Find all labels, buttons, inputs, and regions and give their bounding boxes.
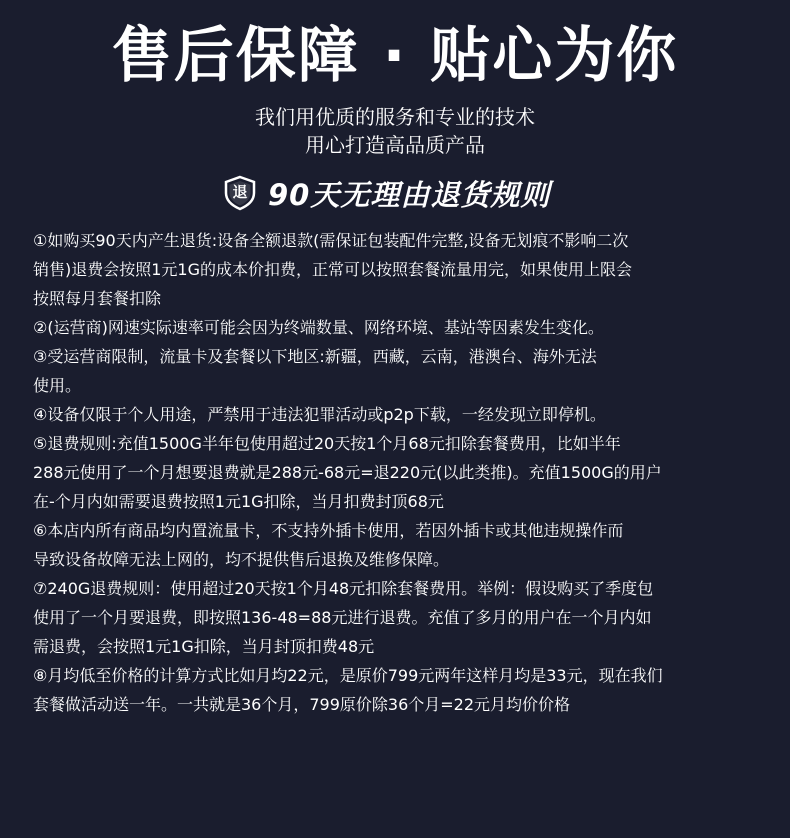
rule-8-line-1: ⑧月均低至价格的计算方式比如月均22元，是原价799元两年这样月均是33元，现在我们: [33, 666, 663, 685]
rule-5: [33, 429, 763, 516]
rule-7-line-1: ⑦240G退费规则：使用超过20天按1个月48元扣除套餐费用。举例：假设购买了季度包: [33, 579, 654, 598]
rules-list: [33, 226, 763, 719]
rule-6-line-2: 导致设备故障无法上网的，均不提供售后退换及维修保障。: [33, 550, 450, 569]
rule-6: [33, 516, 763, 574]
rule-2: [33, 313, 763, 342]
rule-8: [33, 661, 763, 719]
rule-1-line-3: 按照每月套餐扣除: [33, 289, 162, 308]
rule-4-line-1: ④设备仅限于个人用途，严禁用于违法犯罪活动或p2p下载，一经发现立即停机。: [33, 405, 606, 424]
subtitle-line-2: 用心打造高品质产品: [305, 133, 485, 157]
rule-5-line-2: 288元使用了一个月想要退费就是288元-68元=退220元(以此类推)。充值1500G的用户: [33, 463, 662, 482]
subtitle-line-1: 我们用优质的服务和专业的技术: [255, 105, 535, 129]
rule-7-line-3: 需退费，会按照1元1G扣除，当月封顶扣费48元: [33, 637, 375, 656]
policy-heading: [222, 173, 550, 213]
rule-3: [33, 342, 763, 400]
rule-3-line-2: 使用。: [33, 376, 82, 395]
shield-icon: [222, 175, 258, 211]
rule-5-line-3: 在-个月内如需要退费按照1元1G扣除，当月扣费封顶68元: [33, 492, 444, 511]
rule-2-line-1: ②(运营商)网速实际速率可能会因为终端数量、网络环境、基站等因素发生变化。: [33, 318, 604, 337]
rule-1-line-2: 销售)退费会按照1元1G的成本价扣费，正常可以按照套餐流量用完，如果使用上限会: [33, 260, 633, 279]
rule-7-line-2: 使用了一个月要退费，即按照136-48=88元进行退费。充值了多月的用户在一个月内如: [33, 608, 652, 627]
page-title: 售后保障 · 贴心为你: [111, 21, 679, 91]
policy-title: 90天无理由退货规则: [268, 177, 551, 212]
rule-1: [33, 226, 763, 313]
return-badge-label: 退: [232, 183, 248, 201]
rule-1-line-1: ①如购买90天内产生退货:设备全额退款(需保证包装配件完整,设备无划痕不影响二次: [33, 231, 629, 250]
rule-4: [33, 400, 763, 429]
rule-7: [33, 574, 763, 661]
rule-5-line-1: ⑤退费规则:充值1500G半年包使用超过20天按1个月68元扣除套餐费用，比如半年: [33, 434, 621, 453]
rule-8-line-2: 套餐做活动送一年。一共就是36个月，799原价除36个月=22元月均价价格: [33, 695, 571, 714]
rule-3-line-1: ③受运营商限制，流量卡及套餐以下地区:新疆，西藏，云南，港澳台、海外无法: [33, 347, 597, 366]
rule-6-line-1: ⑥本店内所有商品均内置流量卡，不支持外插卡使用，若因外插卡或其他违规操作而: [33, 521, 624, 540]
